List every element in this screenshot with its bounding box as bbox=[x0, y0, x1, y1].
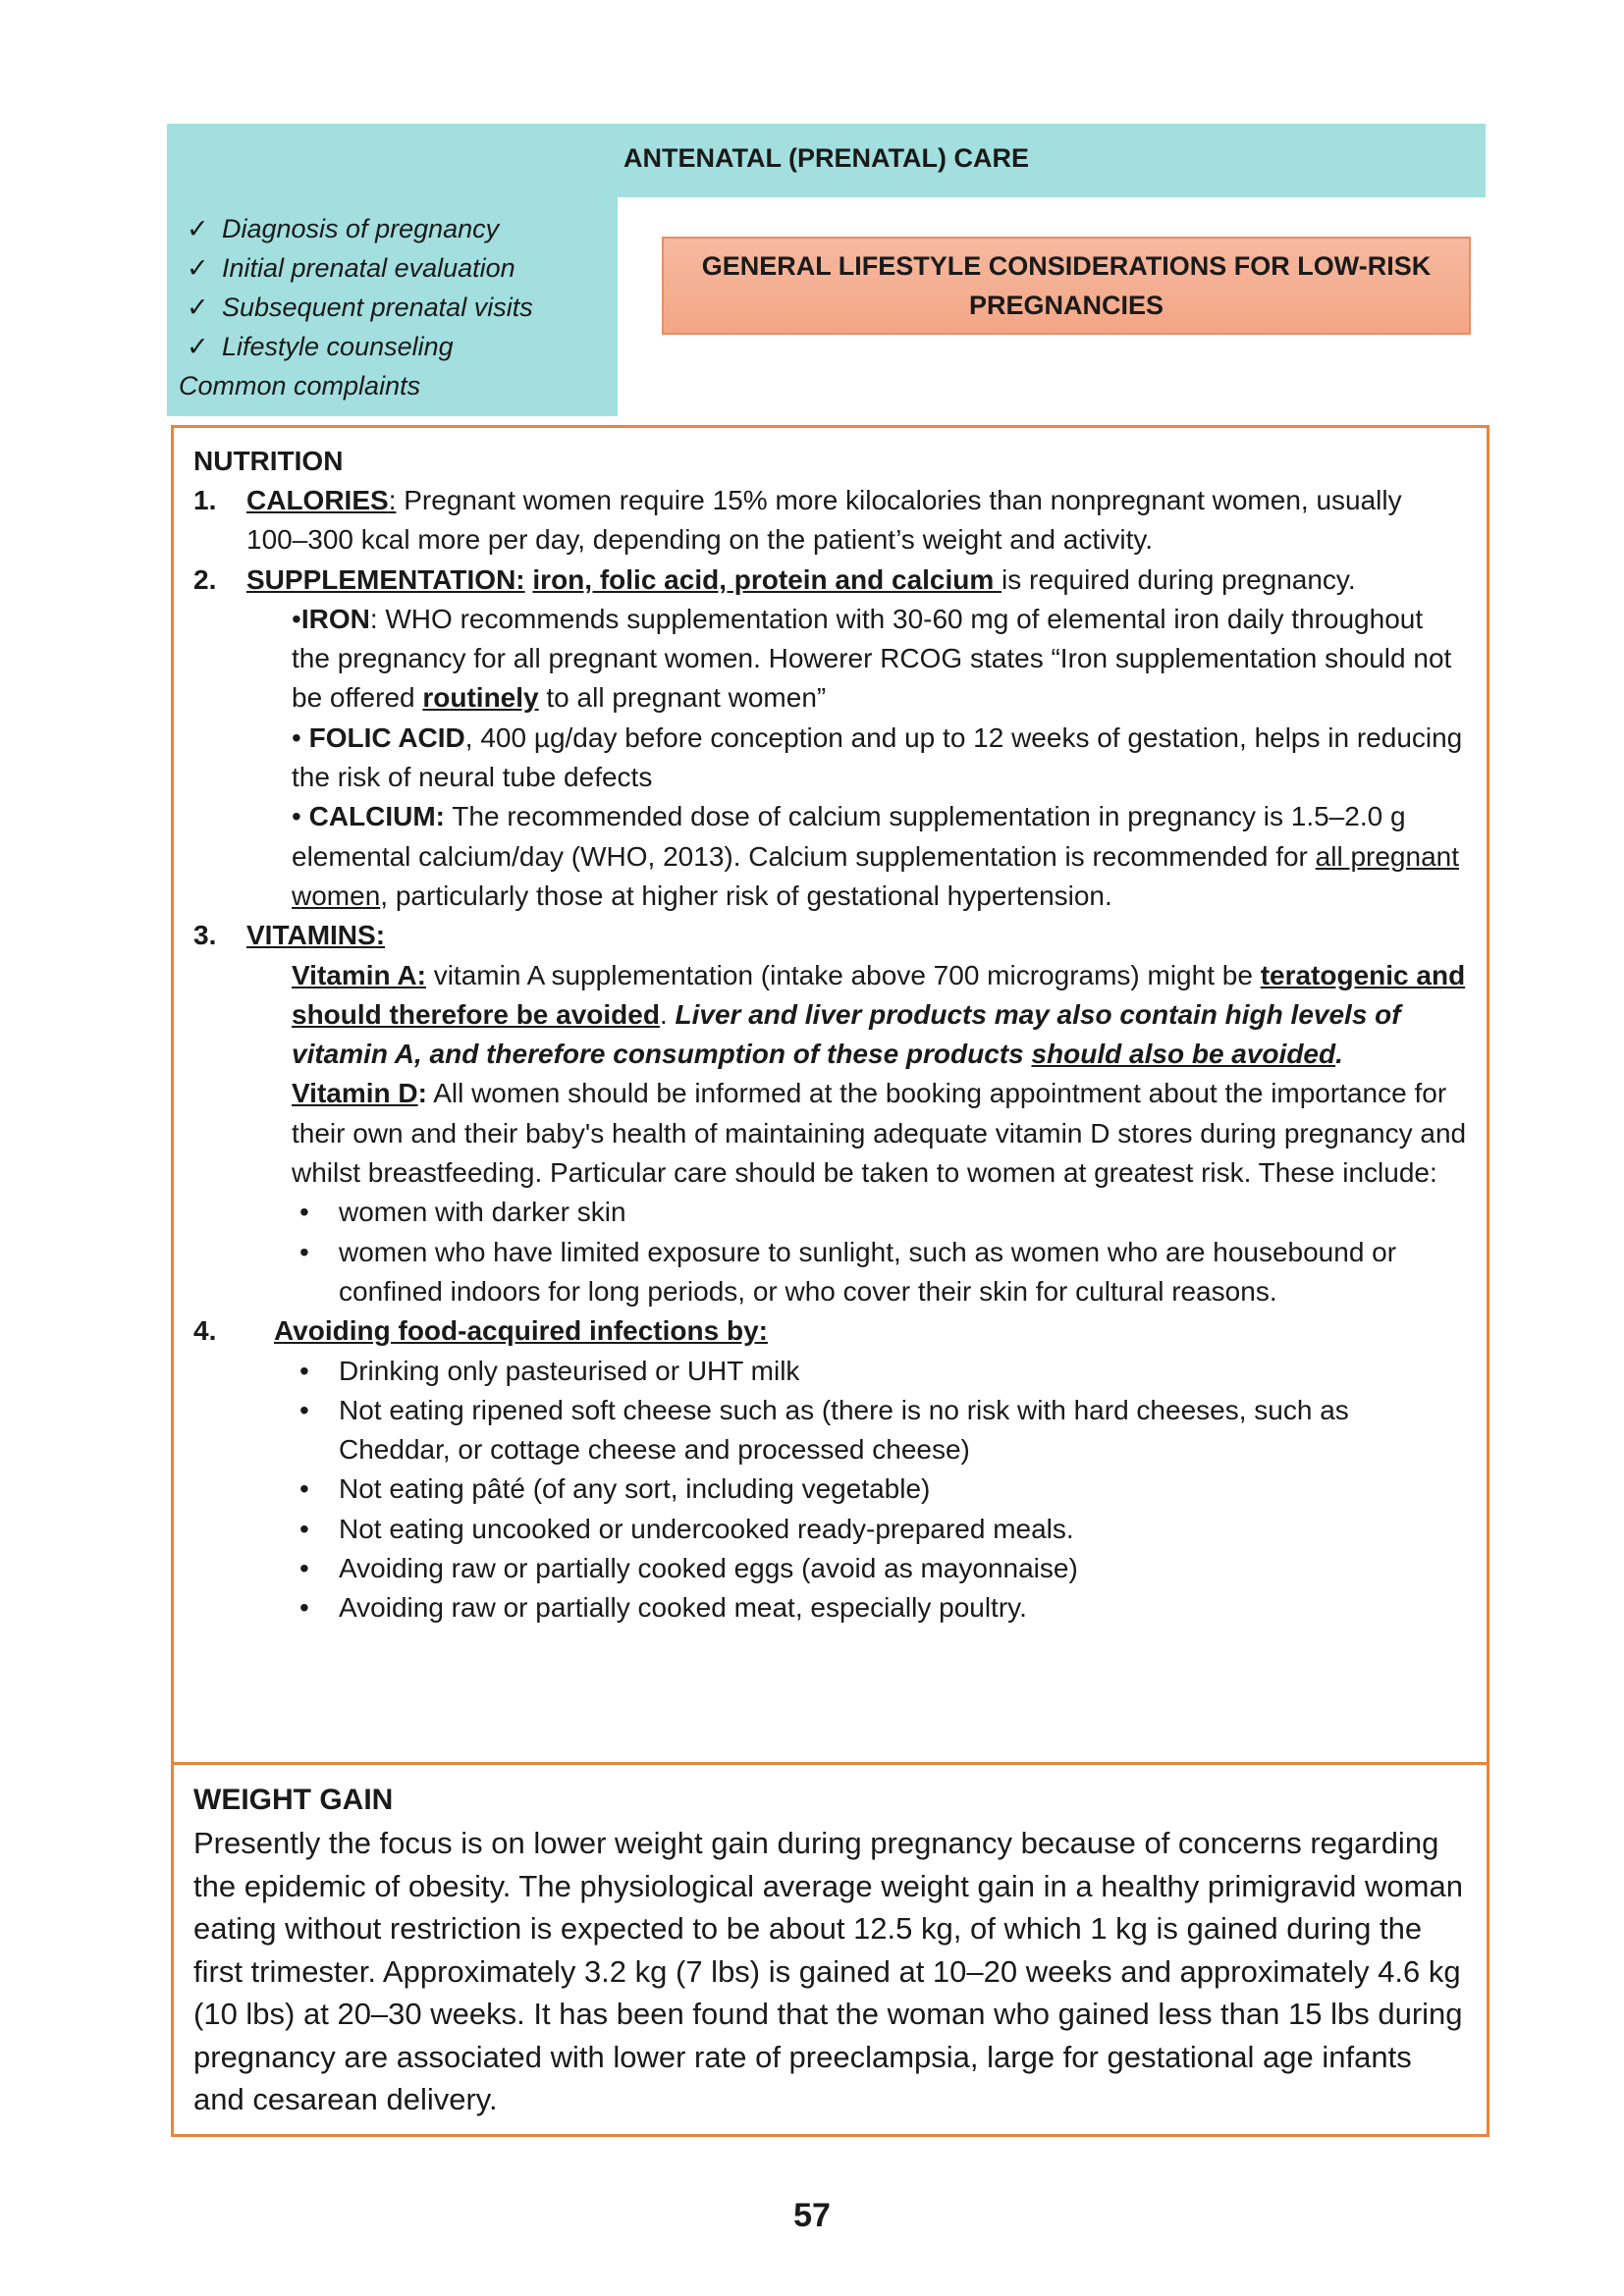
bullet-icon: • bbox=[292, 801, 309, 832]
checkmark-icon: ✓ bbox=[187, 293, 209, 322]
topic-item: ✓ Initial prenatal evaluation bbox=[187, 248, 618, 288]
bullet-icon: • bbox=[299, 1553, 309, 1584]
nutrition-heading: NUTRITION bbox=[193, 446, 344, 476]
bullet-icon: • bbox=[299, 1236, 309, 1267]
item-number: 2. bbox=[193, 563, 217, 595]
bullet-icon: • bbox=[292, 721, 309, 753]
folic-acid-paragraph: • FOLIC ACID, 400 µg/day before conception and up to 12 weeks of gestation, helps in reducing the risk of neural tube defects bbox=[292, 721, 1463, 793]
bullet-icon: • bbox=[292, 603, 301, 634]
item-number: 4. bbox=[193, 1315, 217, 1347]
list-item: • Avoiding raw or partially cooked eggs (avoid as mayonnaise) bbox=[292, 1549, 1467, 1588]
list-item: • women with darker skin bbox=[292, 1193, 1467, 1232]
weight-gain-text: Presently the focus is on lower weight gain during pregnancy because of concerns regarding the epidemic of obesity. The physiological average weight gain in a healthy primigravid woman eating without restriction is expected to be about 12.5 kg, of which 1 kg is gained during the first trimester. Approximately 3.2 kg (7 lbs) is gained at 10–20 weeks and approximately 4.6 kg (10 lbs) at 20–30 weeks. It has been found that the woman who gained less than 15 lbs during pregnancy are associated with lower rate of preeclampsia, large for gestational age infants and cesarean delivery. bbox=[193, 1826, 1463, 2116]
calories-item: 1. CALORIES: Pregnant women require 15% more kilocalories than nonpregnant women, usually 100–300 kcal more per day, depending on the patient’s weight and activity. bbox=[193, 481, 1467, 561]
bullet-icon: • bbox=[299, 1473, 309, 1505]
bullet-icon: • bbox=[299, 1394, 309, 1425]
chapter-header-band bbox=[167, 124, 1486, 197]
vitamin-d-paragraph: Vitamin D: All women should be informed at the booking appointment about the importance for their own and their baby's health of maintaining adequate vitamin D stores during pregnancy and whilst breastfeeding. Particular care should be taken to women at greatest risk. These include: bbox=[292, 1078, 1467, 1189]
weight-gain-heading: WEIGHT GAIN bbox=[193, 1784, 394, 1816]
vitamin-d-risk-list bbox=[193, 1193, 1467, 1311]
supplementation-label: SUPPLEMENTATION: bbox=[246, 563, 525, 595]
infection-avoidance-list bbox=[193, 1352, 1467, 1629]
list-item: • Not eating ripened soft cheese such as (there is no risk with hard cheeses, such as Cheddar, or cottage cheese and processed cheese) bbox=[292, 1391, 1467, 1470]
infections-label: Avoiding food-acquired infections by: bbox=[274, 1315, 768, 1347]
page-number: 57 bbox=[793, 2197, 831, 2234]
weight-gain-section bbox=[171, 1762, 1489, 2137]
topic-item: ✓ Diagnosis of pregnancy bbox=[187, 209, 618, 248]
supplementation-emphasis: iron, folic acid, protein and calcium bbox=[532, 563, 1002, 595]
chapter-title: ANTENATAL (PRENATAL) CARE bbox=[623, 143, 1029, 173]
chapter-topics-panel bbox=[167, 197, 618, 416]
vitamins-item bbox=[193, 916, 1467, 955]
checkmark-icon: ✓ bbox=[187, 332, 209, 361]
calcium-paragraph: • CALCIUM: The recommended dose of calcium supplementation in pregnancy is 1.5–2.0 g elemental calcium/day (WHO, 2013). Calcium supplementation is recommended for all pregnant women, particularly those at higher risk of gestational hypertension. bbox=[292, 801, 1460, 911]
calories-label: CALORIES bbox=[246, 485, 389, 515]
supplementation-item: 2. SUPPLEMENTATION: iron, folic acid, protein and calcium is required during pregnancy. bbox=[193, 561, 1467, 600]
iron-paragraph: •IRON: WHO recommends supplementation with 30-60 mg of elemental iron daily throughout the pregnancy for all pregnant women. Howerer RCOG states “Iron supplementation should not be offered routinely to all pregnant women” bbox=[292, 603, 1452, 714]
list-item: • Not eating pâté (of any sort, including vegetable) bbox=[292, 1469, 1467, 1509]
bullet-icon: • bbox=[299, 1592, 309, 1624]
section-subtitle-box bbox=[662, 237, 1471, 335]
calories-text: Pregnant women require 15% more kilocalories than nonpregnant women, usually 100–300 kcal more per day, depending on the patient’s weight and activity. bbox=[246, 485, 1402, 556]
list-item: • Not eating uncooked or undercooked ready-prepared meals. bbox=[292, 1510, 1467, 1549]
list-item: • women who have limited exposure to sunlight, such as women who are housebound or confined indoors for long periods, or who cover their skin for cultural reasons. bbox=[292, 1233, 1467, 1312]
vitamins-label: VITAMINS: bbox=[246, 920, 386, 951]
infections-item bbox=[193, 1311, 1467, 1351]
topic-item: ✓ Lifestyle counseling bbox=[187, 327, 618, 366]
list-item: • Avoiding raw or partially cooked meat, especially poultry. bbox=[292, 1588, 1467, 1628]
checkmark-icon: ✓ bbox=[187, 214, 209, 243]
list-item: • Drinking only pasteurised or UHT milk bbox=[292, 1352, 1467, 1391]
section-subtitle: GENERAL LIFESTYLE CONSIDERATIONS FOR LOW-RISK PREGNANCIES bbox=[701, 251, 1432, 320]
checkmark-icon: ✓ bbox=[187, 253, 209, 283]
item-number: 1. bbox=[193, 485, 217, 515]
bullet-icon: • bbox=[299, 1197, 309, 1228]
topic-item: Common complaints bbox=[179, 371, 421, 400]
topic-item: ✓ Subsequent prenatal visits bbox=[187, 288, 618, 327]
nutrition-section bbox=[171, 425, 1489, 1765]
bullet-icon: • bbox=[299, 1355, 309, 1386]
topic-checklist bbox=[167, 197, 618, 405]
vitamin-a-paragraph: Vitamin A: vitamin A supplementation (intake above 700 micrograms) might be teratogenic and should therefore be avoided. Liver and liver products may also contain high levels of vitamin A, and therefore consumption of these products should also be avoided. bbox=[292, 959, 1466, 1070]
item-number: 3. bbox=[193, 920, 217, 951]
bullet-icon: • bbox=[299, 1513, 309, 1544]
